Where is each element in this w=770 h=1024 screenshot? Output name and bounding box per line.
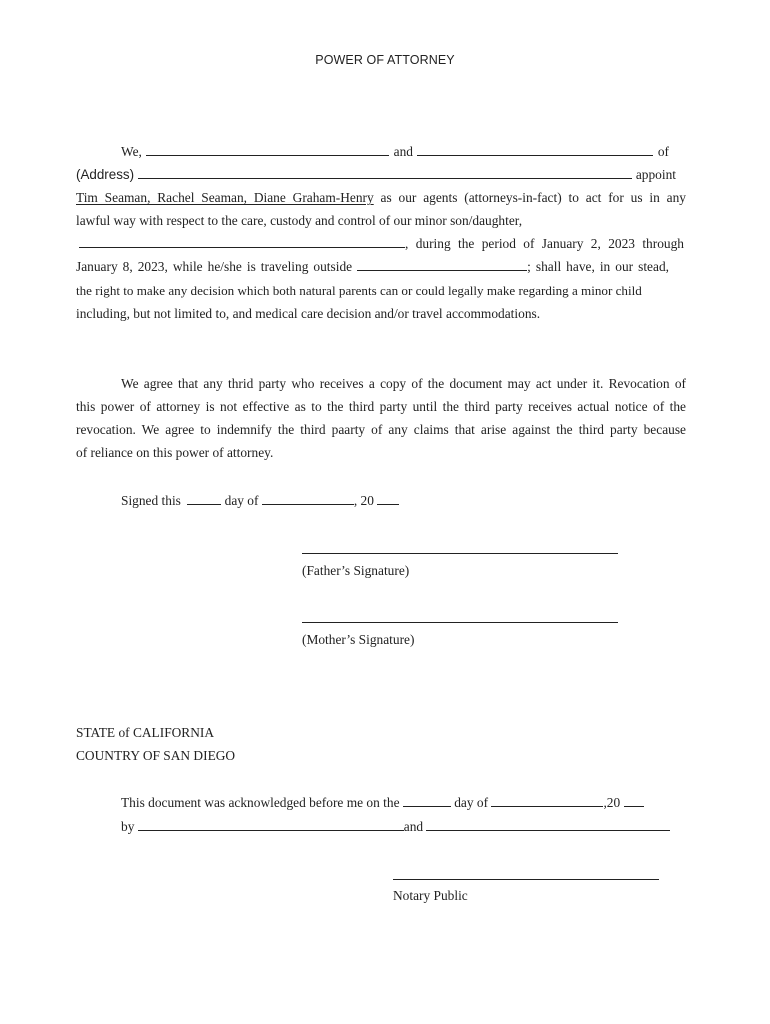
signed-month-blank[interactable]: [262, 492, 354, 505]
ack-line1: [121, 794, 644, 812]
para1-line5: [79, 235, 684, 253]
ack-person1-blank[interactable]: [138, 818, 404, 831]
signed-dayof-text: day of: [224, 493, 259, 508]
appoint-text: appoint: [635, 167, 676, 182]
minor-name-blank[interactable]: [79, 235, 405, 248]
destination-blank[interactable]: [357, 258, 527, 271]
period-text: , during the period of January 2, 2023 through: [405, 236, 684, 251]
agents-rest-text: as our agents (attorneys-in-fact) to act for us in any: [380, 190, 686, 205]
signed-year-text: , 20: [353, 493, 374, 508]
para1-line4: lawful way with respect to the care, custody and control of our minor son/daughter,: [76, 213, 523, 228]
notary-signature-line[interactable]: [393, 879, 659, 880]
ack-year-text: ,20: [603, 795, 621, 810]
para1-line8: including, but not limited to, and medical care decision and/or travel accommodations.: [76, 306, 541, 321]
para2-line4: of reliance on this power of attorney.: [76, 445, 274, 460]
para1-line7: the right to make any decision which both natural parents can or could legally make regarding a minor child: [76, 283, 642, 298]
father-signature-line[interactable]: [302, 553, 618, 554]
ack-text: This document was acknowledged before me on the: [121, 795, 400, 810]
parent1-name-blank[interactable]: [146, 143, 389, 156]
father-signature-label: (Father’s Signature): [302, 563, 410, 578]
stead-text: ; shall have, in our stead,: [527, 259, 669, 274]
signed-day-blank[interactable]: [187, 492, 221, 505]
signed-year-blank[interactable]: [377, 492, 399, 505]
country-heading: COUNTRY OF SAN DIEGO: [76, 748, 236, 763]
by-text: by: [121, 819, 135, 834]
mother-signature-line[interactable]: [302, 622, 618, 623]
ack-person2-blank[interactable]: [426, 818, 670, 831]
ack-day-blank[interactable]: [403, 794, 451, 807]
mother-signature-label: (Mother’s Signature): [302, 632, 415, 647]
para1-line6: [76, 258, 669, 276]
para2-line1: We agree that any thrid party who receives a copy of the document may act under it. Revocation of: [121, 376, 686, 391]
ack-line2: [121, 818, 670, 836]
document-title: POWER OF ATTORNEY: [315, 53, 455, 67]
ack-dayof-text: day of: [454, 795, 489, 810]
ack-month-blank[interactable]: [491, 794, 603, 807]
we-text: We,: [121, 144, 142, 159]
para1-line3: [76, 189, 686, 207]
signed-line: [121, 492, 399, 510]
address-blank[interactable]: [138, 166, 632, 179]
parent2-name-blank[interactable]: [417, 143, 653, 156]
para2-line2: this power of attorney is not effective as to the third party until the third party receives actual notice of the: [76, 399, 686, 414]
and-text: and: [393, 144, 414, 159]
of-text: of: [657, 144, 669, 159]
para1-line2: [76, 166, 676, 184]
traveling-text: January 8, 2023, while he/she is traveling outside: [76, 259, 353, 274]
address-label: (Address): [76, 167, 135, 182]
para2-line3: revocation. We agree to indemnify the third paarty of any claims that arise against the third party because: [76, 422, 686, 437]
ack-and-text: and: [403, 819, 424, 834]
signed-this-text: Signed this: [121, 493, 181, 508]
notary-label: Notary Public: [393, 888, 468, 903]
state-heading: STATE of CALIFORNIA: [76, 725, 215, 740]
agents-names: Tim Seaman, Rachel Seaman, Diane Graham-Henry: [76, 190, 374, 205]
para1-line1: [121, 143, 669, 161]
ack-year-blank[interactable]: [624, 794, 644, 807]
